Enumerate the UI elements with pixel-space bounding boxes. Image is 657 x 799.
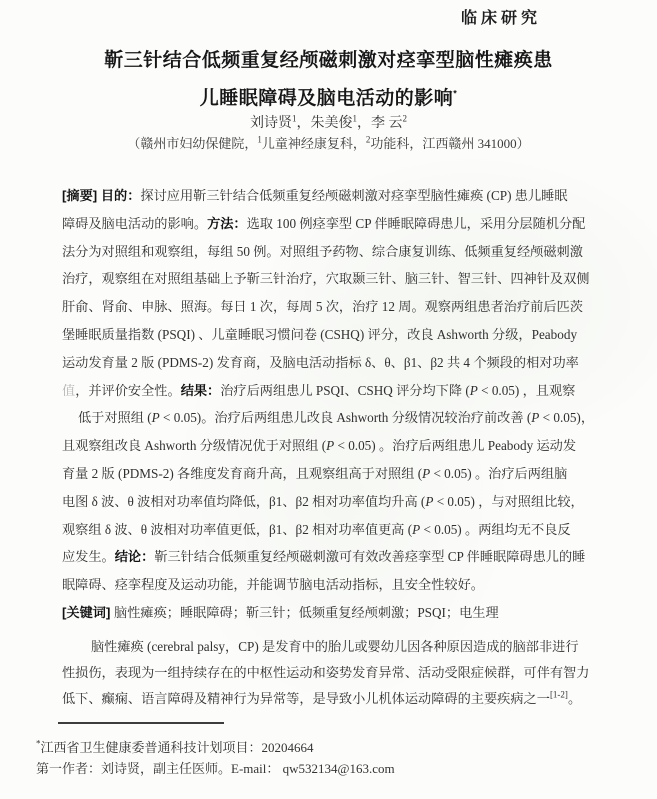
footnote-divider xyxy=(58,722,224,724)
text-segment: P xyxy=(151,410,160,426)
text-segment: 观察组 δ 波、θ 波相对功率值更低，β1、β2 相对功率值更高 ( xyxy=(62,521,413,537)
text-line xyxy=(62,238,590,266)
text-segment: ，李 云 xyxy=(357,116,403,131)
text-line xyxy=(62,432,590,460)
text-segment: P xyxy=(326,438,335,454)
text-segment: P xyxy=(531,410,540,426)
text-segment: 结论： xyxy=(114,549,155,565)
text-segment: < 0.05) 。治疗后两组患儿 Peabody 运动发 xyxy=(334,438,577,454)
text-line xyxy=(62,293,590,321)
funding-note xyxy=(36,737,395,758)
text-line xyxy=(62,321,590,349)
text-line xyxy=(62,660,590,686)
superscript: 2 xyxy=(402,113,407,124)
text-segment: 且观察组改良 Ashworth 分级情况优于对照组 ( xyxy=(62,438,327,454)
text-segment: < 0.05) 。治疗后两组脑 xyxy=(430,465,568,481)
text-segment: 肝俞、肾俞、申脉、照海。每日 1 次，每周 5 次，治疗 12 周。观察两组患者治疗前后匹茨 xyxy=(62,299,583,315)
text-segment: （赣州市妇幼保健院， xyxy=(127,136,258,151)
text-line xyxy=(62,543,590,571)
text-line xyxy=(62,599,590,627)
text-line xyxy=(62,404,595,432)
introduction-paragraph xyxy=(62,634,590,712)
text-segment: 刘诗贤 xyxy=(250,116,292,131)
superscript: 1 xyxy=(292,113,297,124)
text-segment: 探讨应用靳三针结合低频重复经颅磁刺激对痉挛型脑性瘫痪 (CP) 患儿睡眠 xyxy=(140,188,568,203)
text-segment: 障碍及脑电活动的影响。 xyxy=(62,215,208,231)
text-segment: 儿童神经康复科， xyxy=(261,136,366,151)
text-line xyxy=(62,182,590,210)
text-segment: 法分为对照组和观察组，每组 50 例。对照组予药物、综合康复训练、低频重复经颅磁刺激 xyxy=(62,243,583,259)
column-header-label: 临床研究 xyxy=(461,10,542,27)
title-line-2 xyxy=(0,80,657,118)
text-segment: < 0.05) 。两组均无不良反 xyxy=(420,521,571,537)
superscript: * xyxy=(36,738,41,749)
footnote-block xyxy=(36,737,395,779)
text-segment: < 0.05)。治疗后两组患儿改良 Ashworth 分级情况较治疗前改善 ( xyxy=(159,410,532,426)
text-line xyxy=(62,516,590,544)
text-segment: P xyxy=(422,465,431,481)
text-segment: 江西省卫生健康委普通科技计划项目：20204664 xyxy=(40,740,314,755)
text-segment: 低下、癫痫、语言障碍及精神行为异常等，是导致小儿机体运动障碍的主要疾病之一 xyxy=(62,691,550,706)
text-segment: 功能科，江西赣州 341000） xyxy=(370,136,530,151)
text-segment: 结果： xyxy=(180,382,221,398)
text-line xyxy=(62,210,590,238)
text-segment: < 0.05) ，且观察 xyxy=(477,382,576,398)
text-segment: 治疗，观察组在对照组基础上予靳三针治疗，穴取颞三针、脑三针、智三针、四神针及双侧 xyxy=(62,271,590,287)
paper-title xyxy=(0,42,657,118)
text-line xyxy=(62,571,590,599)
text-segment: ，并评价安全性。 xyxy=(75,382,181,398)
text-line xyxy=(62,686,590,712)
superscript: [1-2] xyxy=(549,689,568,700)
text-segment: 值 xyxy=(62,382,76,398)
text-segment: 靳三针结合低频重复经颅磁刺激可有效改善痉挛型 CP 伴睡眠障碍患儿的睡 xyxy=(154,549,586,565)
text-segment: P xyxy=(412,521,421,537)
text-segment: < 0.05)， xyxy=(539,410,595,426)
text-line xyxy=(62,488,590,516)
text-segment: 儿睡眠障碍及脑电活动的影响 xyxy=(199,88,454,109)
text-segment: 脑性瘫痪；睡眠障碍；靳三针；低频重复经颅刺激；PSQI；电生理 xyxy=(114,604,499,620)
text-segment: 治疗后两组患儿 PSQI、CSHQ 评分均下降 ( xyxy=(220,382,470,398)
text-segment: 低于对照组 ( xyxy=(78,410,152,426)
text-segment: 育量 2 版 (PDMS-2) 各维度发育商升高，且观察组高于对照组 ( xyxy=(62,465,423,481)
text-segment: 运动发育量 2 版 (PDMS-2) 发育商，及脑电活动指标 δ、θ、β1、β2 共 4 个频段的相对功率 xyxy=(62,354,579,370)
superscript: 1 xyxy=(352,113,357,124)
text-segment: 第一作者：刘诗贤，副主任医师。E-mail： qw532134@163.com xyxy=(36,761,395,776)
text-segment: P xyxy=(425,493,434,509)
text-line xyxy=(62,377,590,405)
authors-line xyxy=(0,114,657,134)
text-line xyxy=(62,460,590,488)
text-segment: ，朱美俊 xyxy=(296,116,353,131)
text-segment: 。 xyxy=(567,691,582,706)
text-segment: 方法： xyxy=(207,215,247,231)
superscript: 2 xyxy=(365,134,371,145)
title-line-1: 靳三针结合低频重复经颅磁刺激对痉挛型脑性瘫痪患 xyxy=(104,50,553,71)
text-segment: 堡睡眠质量指数 (PSQI) 、儿童睡眠习惯问卷 (CSHQ) 评分，改良 Ashworth 分级，Peabody xyxy=(62,326,578,342)
affiliation-line xyxy=(0,134,657,154)
text-segment: [摘要] 目的： xyxy=(62,188,141,203)
superscript: * xyxy=(453,88,458,99)
text-line xyxy=(62,265,590,293)
text-line xyxy=(62,349,590,377)
abstract-block xyxy=(62,182,595,627)
text-segment: 应发生。 xyxy=(62,549,115,565)
superscript: 1 xyxy=(257,134,262,145)
text-segment: P xyxy=(469,382,478,398)
text-segment: [关键词] xyxy=(62,604,115,620)
text-line xyxy=(62,634,590,660)
text-segment: < 0.05) ，与对照组比较， xyxy=(433,493,584,509)
text-segment: 眠障碍、痉挛程度及运动功能，并能调节脑电活动指标，且安全性较好。 xyxy=(62,577,484,593)
text-segment: 电图 δ 波、θ 波相对功率值均降低，β1、β2 相对功率值均升高 ( xyxy=(62,493,426,509)
text-segment: 性损伤，表现为一组持续存在的中枢性运动和姿势发育异常、活动受限症候群，可伴有智力 xyxy=(62,665,590,680)
first-author-note xyxy=(36,758,395,779)
text-segment: 选取 100 例痉挛型 CP 伴睡眠障碍患儿，采用分层随机分配 xyxy=(246,215,586,231)
text-segment: 脑性瘫痪 (cerebral palsy，CP) 是发育中的胎儿或婴幼儿因各种原因造成的脑部非进行 xyxy=(91,639,579,654)
